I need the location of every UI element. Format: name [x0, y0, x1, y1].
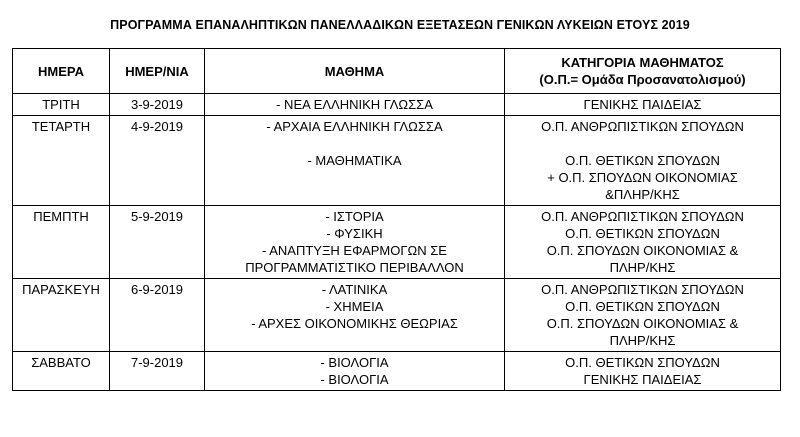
category-cell	[505, 206, 781, 279]
subject-line	[205, 135, 504, 152]
category-cell	[505, 279, 781, 352]
subject-line: - ΜΑΘΗΜΑΤΙΚΑ	[307, 153, 402, 168]
category-line: Ο.Π. ΘΕΤΙΚΩΝ ΣΠΟΥΔΩΝ	[565, 153, 720, 168]
subject-line: - ΑΡΧΕΣ ΟΙΚΟΝΟΜΙΚΗΣ ΘΕΩΡΙΑΣ	[251, 316, 458, 331]
day-cell: ΤΡΙΤΗ	[13, 94, 110, 116]
subject-cell	[205, 206, 505, 279]
subject-line: - ΑΡΧΑΙΑ ΕΛΛΗΝΙΚΗ ΓΛΩΣΣΑ	[266, 119, 443, 134]
category-line	[505, 135, 780, 152]
category-line: Ο.Π. ΑΝΘΡΩΠΙΣΤΙΚΩΝ ΣΠΟΥΔΩΝ	[541, 282, 744, 297]
category-line: &ΠΛΗΡ/ΚΗΣ	[605, 187, 680, 202]
category-line: Ο.Π. ΑΝΘΡΩΠΙΣΤΙΚΩΝ ΣΠΟΥΔΩΝ	[541, 119, 744, 134]
day-cell: ΠΕΜΠΤΗ	[13, 206, 110, 279]
subject-line: - ΝΕΑ ΕΛΛΗΝΙΚΗ ΓΛΩΣΣΑ	[276, 97, 433, 112]
table-row	[13, 352, 781, 391]
category-line: + Ο.Π. ΣΠΟΥΔΩΝ ΟΙΚΟΝΟΜΙΑΣ	[547, 170, 738, 185]
category-cell	[505, 94, 781, 116]
subject-line: - ΙΣΤΟΡΙΑ	[325, 209, 384, 224]
date-cell: 7-9-2019	[110, 352, 205, 391]
subject-line: - ΧΗΜΕΙΑ	[325, 299, 384, 314]
category-line: ΠΛΗΡ/ΚΗΣ	[609, 260, 676, 275]
subject-line: ΠΡΟΓΡΑΜΜΑΤΙΣΤΙΚΟ ΠΕΡΙΒΑΛΛΟΝ	[245, 260, 464, 275]
table-header-row	[13, 49, 781, 94]
day-cell: ΣΑΒΒΑΤΟ	[13, 352, 110, 391]
header-category-line2: (Ο.Π.= Ομάδα Προσανατολισμού)	[539, 72, 746, 87]
date-cell: 6-9-2019	[110, 279, 205, 352]
category-cell	[505, 116, 781, 206]
category-line: ΓΕΝΙΚΗΣ ΠΑΙΔΕΙΑΣ	[583, 372, 702, 387]
date-cell: 5-9-2019	[110, 206, 205, 279]
category-line: Ο.Π. ΑΝΘΡΩΠΙΣΤΙΚΩΝ ΣΠΟΥΔΩΝ	[541, 209, 744, 224]
date-cell: 4-9-2019	[110, 116, 205, 206]
table-row	[13, 116, 781, 206]
table-row	[13, 94, 781, 116]
category-line: Ο.Π. ΘΕΤΙΚΩΝ ΣΠΟΥΔΩΝ	[565, 355, 720, 370]
exam-schedule-table	[12, 48, 781, 391]
category-line: Ο.Π. ΣΠΟΥΔΩΝ ΟΙΚΟΝΟΜΙΑΣ &	[546, 243, 739, 258]
header-category-line1: ΚΑΤΗΓΟΡΙΑ ΜΑΘΗΜΑΤΟΣ	[561, 55, 724, 70]
subject-line: - ΒΙΟΛΟΓΙΑ	[320, 355, 389, 370]
day-cell: ΤΕΤΑΡΤΗ	[13, 116, 110, 206]
category-line: ΠΛΗΡ/ΚΗΣ	[609, 333, 676, 348]
category-line: Ο.Π. ΘΕΤΙΚΩΝ ΣΠΟΥΔΩΝ	[565, 299, 720, 314]
header-day: ΗΜΕΡΑ	[13, 49, 110, 94]
subject-cell	[205, 279, 505, 352]
header-category	[505, 49, 781, 94]
subject-line: - ΒΙΟΛΟΓΙΑ	[320, 372, 389, 387]
category-line: Ο.Π. ΣΠΟΥΔΩΝ ΟΙΚΟΝΟΜΙΑΣ &	[546, 316, 739, 331]
subject-line: - ΛΑΤΙΝΙΚΑ	[321, 282, 388, 297]
subject-cell	[205, 352, 505, 391]
category-line: ΓΕΝΙΚΗΣ ΠΑΙΔΕΙΑΣ	[583, 97, 702, 112]
subject-line: - ΦΥΣΙΚΗ	[326, 226, 383, 241]
subject-cell	[205, 116, 505, 206]
table-row	[13, 206, 781, 279]
subject-cell	[205, 94, 505, 116]
subject-line: - ΑΝΑΠΤΥΞΗ ΕΦΑΡΜΟΓΩΝ ΣΕ	[262, 243, 447, 258]
document-title: ΠΡΟΓΡΑΜΜΑ ΕΠΑΝΑΛΗΠΤΙΚΩΝ ΠΑΝΕΛΛΑΔΙΚΩΝ ΕΞΕΤΑΣΕΩΝ ΓΕΝΙΚΩΝ ΛΥΚΕΙΩΝ ΕΤΟΥΣ 2019	[110, 18, 690, 32]
category-line: Ο.Π. ΘΕΤΙΚΩΝ ΣΠΟΥΔΩΝ	[565, 226, 720, 241]
header-date: ΗΜΕΡ/ΝΙΑ	[110, 49, 205, 94]
day-cell: ΠΑΡΑΣΚΕΥΗ	[13, 279, 110, 352]
table-row	[13, 279, 781, 352]
date-cell: 3-9-2019	[110, 94, 205, 116]
header-subject: ΜΑΘΗΜΑ	[205, 49, 505, 94]
category-cell	[505, 352, 781, 391]
